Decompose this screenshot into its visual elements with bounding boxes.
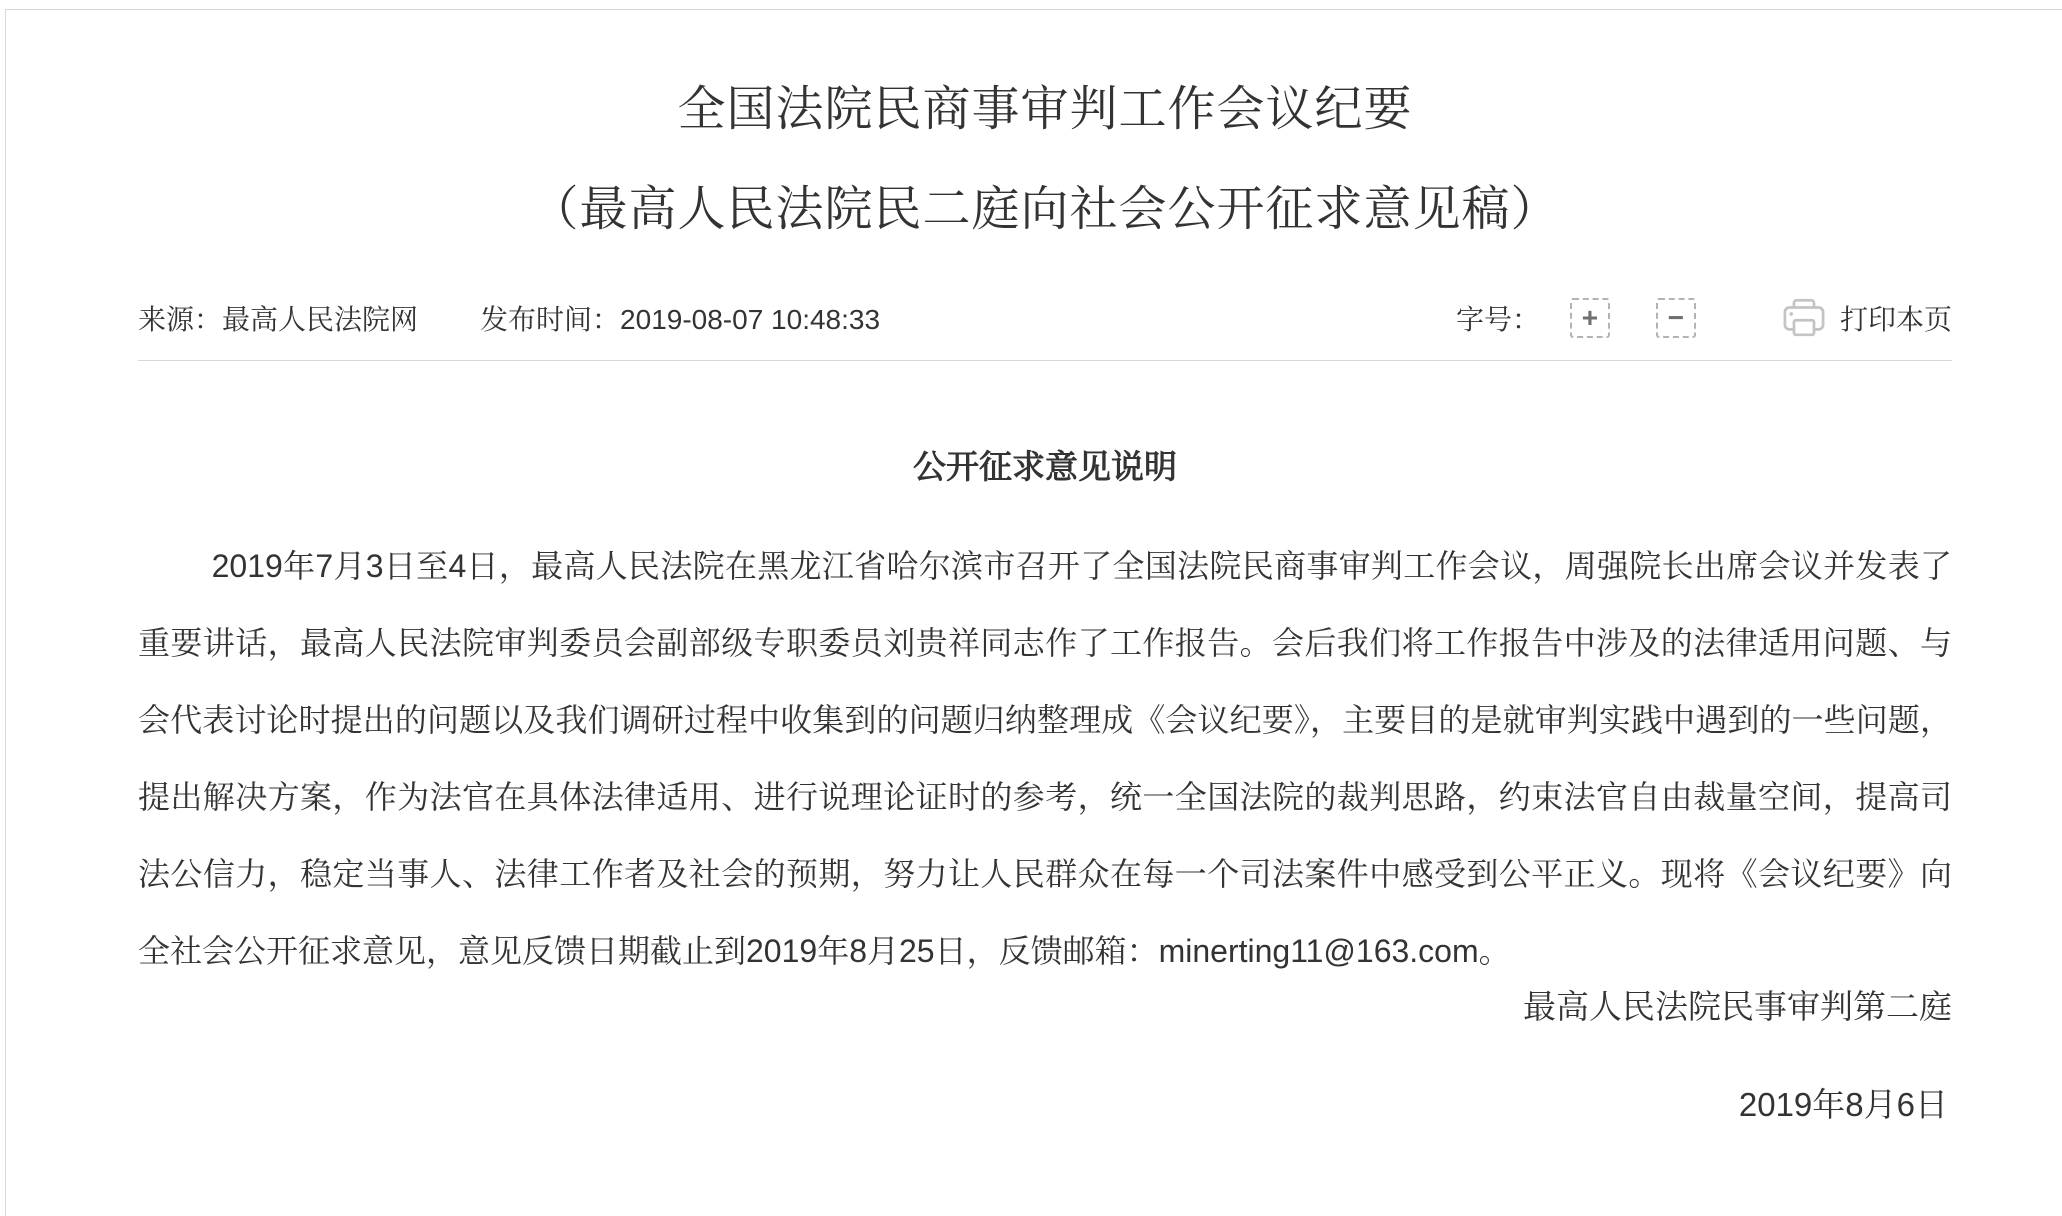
- font-size-label: 字号：: [1455, 304, 1540, 335]
- publish-time-value: 2019-08-07 10:48:33: [620, 304, 881, 335]
- section-heading: 公开征求意见说明: [913, 448, 1177, 485]
- title-block: [138, 10, 1952, 236]
- signature-date: 2019年8月6日: [1738, 1086, 1948, 1123]
- print-button[interactable]: [1782, 298, 1952, 338]
- source-value: 最高人民法院网: [222, 304, 419, 335]
- article-paragraph: 2019年7月3日至4日，最高人民法院在黑龙江省哈尔滨市召开了全国法院民商事审判工作会议，周强院长出席会议并发表了重要讲话，最高人民法院审判委员会副部级专职委员刘贵祥同志作了工作报告。会后我们将工作报告中涉及的法律适用问题、与会代表讨论时提出的问题以及我们调研过程中收集到的问题归纳整理成《会议纪要》，主要目的是就审判实践中遇到的一些问题，提出解决方案，作为法官在具体法律适用、进行说理论证时的参考，统一全国法院的裁判思路，约束法官自由裁量空间，提高司法公信力，稳定当事人、法律工作者及社会的预期，努力让人民群众在每一个司法案件中感受到公平正义。现将《会议纪要》向全社会公开征求意见，意见反馈日期截止到2019年8月25日，反馈邮箱：minerting11@163.com。: [138, 548, 1952, 969]
- print-label: 打印本页: [1839, 304, 1952, 335]
- source-label: 来源：: [138, 304, 223, 335]
- meta-info: [138, 298, 880, 338]
- meta-bar: [138, 298, 1952, 361]
- publish-time: [480, 298, 880, 338]
- minus-icon: −: [1667, 302, 1685, 333]
- plus-icon: +: [1581, 302, 1599, 333]
- article-page: [5, 9, 2062, 1216]
- meta-tools: [1456, 298, 1952, 338]
- page-subtitle: （最高人民法院民二庭向社会公开征求意见稿）: [530, 183, 1560, 236]
- publish-time-label: 发布时间：: [480, 304, 621, 335]
- signature: 最高人民法院民事审判第二庭: [1523, 988, 1952, 1025]
- printer-icon: [1782, 298, 1826, 338]
- font-increase-button[interactable]: [1570, 298, 1610, 338]
- page-title: 全国法院民商事审判工作会议纪要: [677, 83, 1413, 136]
- font-decrease-button[interactable]: [1656, 298, 1696, 338]
- signature-block: [138, 984, 1952, 1128]
